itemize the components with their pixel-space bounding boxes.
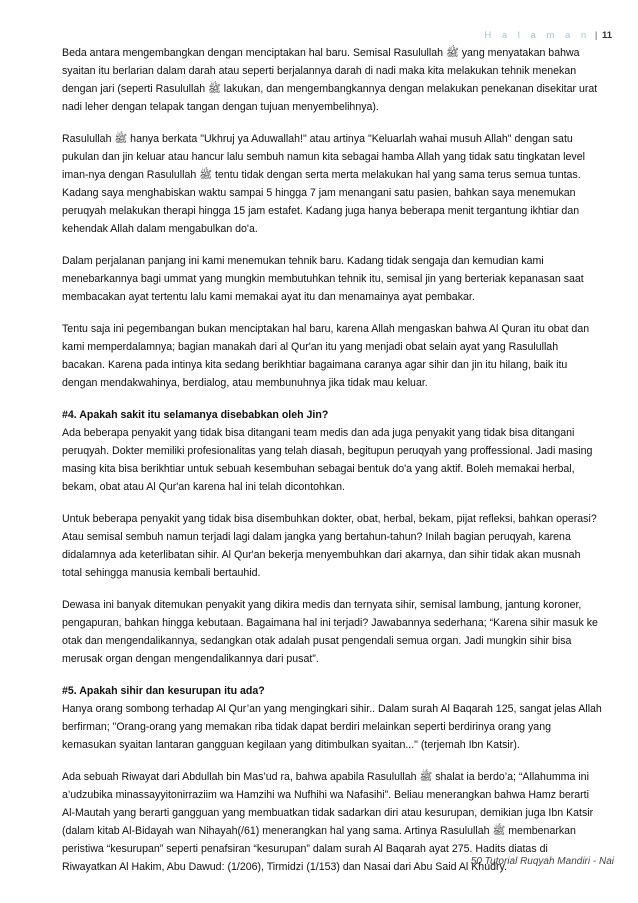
section-text: Ada beberapa penyakit yang tidak bisa ditangani team medis dan ada juga penyakit yang tidak bisa ditangani peruqyah. Dokter memiliki profesionalitas yang telah diasah, begitupun peruqyah yang proffessional. Jadi masing masing kita bisa berikhtiar untuk sebuah kesembuhan sebagai bentuk do'a yang aktif. Boleh memakai herbal, bekam, obat atau Al Qur'an karena hal ini telah dicontohkan.: [62, 427, 593, 493]
paragraph: Rasulullah ﷺ hanya berkata "Ukhruj ya Aduwallah!" atau artinya "Keluarlah wahai musuh Allah" dengan satu pukulan dan jin keluar atau hancur lalu sembuh namun kita sebagai hamba Allah yang tidak satu tingkatan level iman-nya dengan Rasulullah ﷺ tentu tidak dengan serta merta melakukan hal yang sama terus semua tuntas. Kadang saya menghabiskan waktu sampai 5 hingga 7 jam menangani satu pasien, bahkan saya menemukan peruqyah melakukan therapi hingga 15 jam estafet. Kadang juga hanya beberapa menit tergantung ikhtiar dan kehendak Allah dalam mengabulkan do'a.: [62, 133, 585, 235]
page-label: H a l a m a n: [484, 30, 591, 41]
page-footer: 50 Tutorial Ruqyah Mandiri - Nai: [470, 856, 614, 867]
section-heading: #5. Apakah sihir dan kesurupan itu ada?: [62, 685, 265, 697]
paragraph: Untuk beberapa penyakit yang tidak bisa disembuhkan dokter, obat, herbal, bekam, pijat refleksi, bahkan operasi? Atau semisal sembuh namun terjadi lagi dalam jangka yang bertahun-tahun? Inilah bagian peruqyah, karena didalamnya ada keterlibatan sihir. Al Qur'an bekerja menyembuhkan dari akarnya, dan sihir tidak akan musnah total sehingga manusia kembali bertauhid.: [62, 513, 597, 579]
paragraph: Dalam perjalanan panjang ini kami menemukan tehnik baru. Kadang tidak sengaja dan kemudian kami menebarkannya bagi ummat yang mungkin membutuhkan tehnik itu, semisal jin yang berteriak kepanasan saat membacakan ayat tertentu lalu kami memakai ayat itu dan menamainya ayat pembakar.: [62, 255, 584, 303]
paragraph: Ada sebuah Riwayat dari Abdullah bin Mas’ud ra, bahwa apabila Rasulullah ﷺ shalat ia berdo’a; “Allahumma ini a’udzubika minassayyitonirraziim wa Hamzihi wa Nufhihi wa Nafasihi”. Beliau menerangkan bahwa Hamz berarti Al-Mautah yang berarti gangguan yang membuatkan tidak sadarkan diri atau kesurupan, demikian juga Ibn Katsir (dalam kitab Al-Bidayah wan Nihayah(/61) menerangkan hal yang sama. Artinya Rasulullah ﷺ membenarkan peristiwa “kesurupan” seperti penafsiran “kesurupan” dalam surah Al Baqarah ayat 275. Hadits diatas di Riwayatkan Al Hakim, Abu Dawud: (1/206), Tirmidzi (1/153) dan Nasai dari Abu Said Al Khudry.: [62, 771, 594, 873]
page-header: [484, 30, 612, 41]
page-number: 11: [601, 30, 612, 41]
section-5: [62, 682, 602, 754]
paragraph: Tentu saja ini pegembangan bukan menciptakan hal baru, karena Allah mengaskan bahwa Al Quran itu obat dan kami memperdalamnya; bagian manakah dari al Qur'an itu yang menjadi obat selain ayat yang Rasulullah bacakan. Karena pada intinya kita sedang berikhtiar bagaimana caranya agar sihir dan jin itu hilang, baik itu dengan mendakwahinya, berdialog, atau membunuhnya jika tidak mau keluar.: [62, 323, 590, 389]
document-body: [62, 44, 602, 890]
paragraph: Dewasa ini banyak ditemukan penyakit yang dikira medis dan ternyata sihir, semisal lambung, jantung koroner, pengapuran, bahkan hingga kebutaan. Bagaimana hal ini terjadi? Jawabannya sederhana; “Karena sihir masuk ke otak dan mengendalikannya, sedangkan otak adalah pusat pengendali semua organ. Jadi mungkin sihir bisa merusak organ dengan mengendalikannya dari pusat”.: [62, 599, 598, 665]
section-text: Hanya orang sombong terhadap Al Qur’an yang mengingkari sihir.. Dalam surah Al Baqarah 125, sangat jelas Allah berfirman; "Orang-orang yang memakan riba tidak dapat berdiri melainkan seperti berdirinya orang yang kemasukan syaitan lantaran gangguan kegilaan yang ditimbulkan syaitan..." (terjemah Ibn Katsir).: [62, 703, 602, 751]
paragraph: Beda antara mengembangkan dengan menciptakan hal baru. Semisal Rasulullah ﷺ yang menyatakan bahwa syaitan itu berlarian dalam darah atau seperti berjalannya darah di nadi maka kita melakukan tehnik menekan dengan jari (seperti Rasulullah ﷺ lakukan, dan mengembangkannya dengan melakukan penekanan disekitar urat nadi leher dengan telapak tangan dengan tujuan menyembelihnya).: [62, 47, 598, 113]
section-heading: #4. Apakah sakit itu selamanya disebabkan oleh Jin?: [62, 409, 329, 421]
section-4: [62, 406, 602, 496]
header-separator: |: [594, 30, 598, 41]
